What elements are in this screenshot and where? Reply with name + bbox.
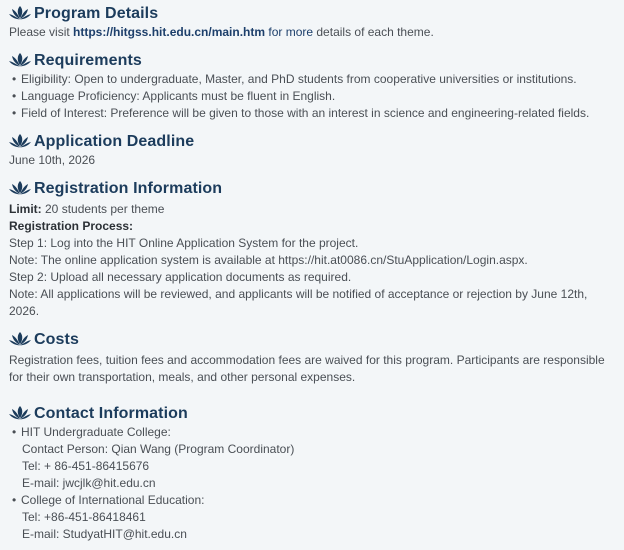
contact-email: E-mail: jwcjlk@hit.edu.cn [22, 476, 156, 490]
step-1: Step 1: Log into the HIT Online Application System for the project. [9, 236, 359, 250]
section-title: Requirements [34, 51, 142, 69]
contact-tel: Tel: + 86-451-86415676 [22, 459, 150, 473]
contact-list [9, 492, 624, 509]
lotus-icon [9, 134, 31, 148]
section-title: Program Details [34, 4, 159, 22]
limit-value: 20 students per theme [41, 202, 165, 216]
costs-section [9, 320, 624, 386]
section-title: Registration Information [34, 179, 223, 197]
program-details-section [9, 0, 624, 41]
list-item: • Field of Interest: Preference will be given to those with an interest in science and engineering-related fields. [9, 105, 624, 122]
contact-intl [9, 492, 624, 509]
text-fragment: Please visit [9, 25, 74, 39]
contact-heading [9, 402, 624, 424]
deadline-date: June 10th, 2026 [9, 153, 96, 167]
section-title: Costs [34, 330, 79, 348]
lotus-icon [9, 53, 31, 67]
registration-heading [9, 177, 624, 199]
costs-heading [9, 328, 624, 350]
contact-org-name: College of International Education: [21, 493, 205, 507]
contact-org-name: HIT Undergraduate College: [21, 425, 171, 439]
text-fragment: details of each theme. [313, 25, 434, 39]
lotus-icon [9, 332, 31, 346]
list-item: • Eligibility: Open to undergraduate, Master, and PhD students from cooperative universities or institutions. [9, 71, 624, 88]
lotus-icon [9, 6, 31, 20]
list-item: • Language Proficiency: Applicants must be fluent in English. [9, 88, 624, 105]
program-link[interactable]: https://hitgss.hit.edu.cn/main.htm [73, 25, 266, 39]
section-title: Contact Information [34, 404, 188, 422]
section-title: Application Deadline [34, 132, 195, 150]
contact-undergrad [9, 424, 624, 441]
registration-section [9, 169, 624, 320]
contact-email: E-mail: StudyatHIT@hit.edu.cn [22, 527, 187, 541]
registration-limit [9, 199, 624, 218]
for-more-text: for more [265, 25, 314, 39]
contact-list [9, 424, 624, 441]
deadline-section [9, 122, 624, 169]
program-details-heading [9, 2, 624, 24]
lotus-icon [9, 181, 31, 195]
program-details-text [9, 24, 624, 41]
step-2: Step 2: Upload all necessary application documents as required. [9, 270, 352, 284]
note-2: Note: All applications will be reviewed, and applicants will be notified of acceptance or rejection by June 12th, 2026. [9, 287, 588, 318]
requirements-section [9, 41, 624, 122]
limit-label: Limit: [9, 202, 42, 216]
contact-tel: Tel: +86-451-86418461 [22, 510, 146, 524]
requirements-heading [9, 49, 624, 71]
requirements-list [9, 71, 624, 122]
costs-text: Registration fees, tuition fees and accommodation fees are waived for this program. Participants are responsible for their own transportation, meals, and other personal expenses. [9, 353, 605, 384]
note-1: Note: The online application system is available at https://hit.at0086.cn/StuApplication/Login.aspx. [9, 253, 528, 267]
lotus-icon [9, 406, 31, 420]
deadline-heading [9, 130, 624, 152]
process-label: Registration Process: [9, 219, 134, 233]
contact-section [9, 386, 624, 543]
contact-person: Contact Person: Qian Wang (Program Coordinator) [22, 442, 295, 456]
